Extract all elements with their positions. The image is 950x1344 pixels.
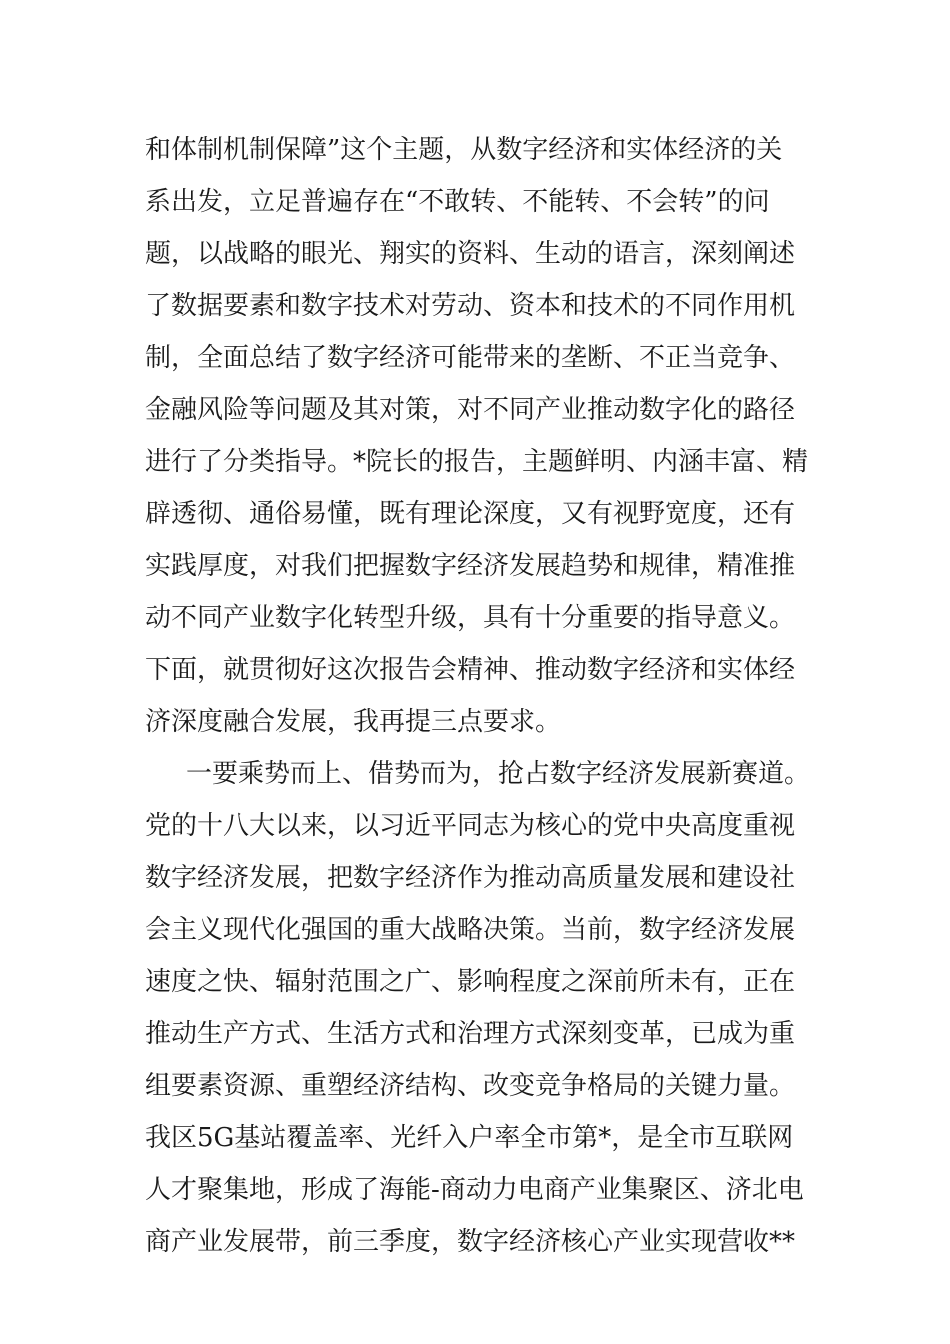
paragraph-1-line-8: 辟透彻、通俗易懂，既有理论深度，又有视野宽度，还有	[145, 499, 796, 529]
paragraph-2-line-5: 速度之快、辐射范围之广、影响程度之深前所未有，正在	[145, 967, 796, 997]
paragraph-2-line-4: 会主义现代化强国的重大战略决策。当前，数字经济发展	[145, 915, 796, 945]
paragraph-1-line-10: 动不同产业数字化转型升级，具有十分重要的指导意义。	[145, 603, 796, 633]
paragraph-1-line-6: 金融风险等问题及其对策，对不同产业推动数字化的路径	[145, 395, 796, 425]
paragraph-2-line-9: 人才聚集地，形成了海能-商动力电商产业集聚区、济北电	[145, 1175, 804, 1205]
paragraph-1-line-12: 济深度融合发展，我再提三点要求。	[145, 707, 562, 737]
paragraph-2-line-2: 党的十八大以来，以习近平同志为核心的党中央高度重视	[145, 811, 796, 841]
paragraph-2-line-1: 一要乘势而上、借势而为，抢占数字经济发展新赛道。	[186, 759, 811, 789]
paragraph-1-line-11: 下面，就贯彻好这次报告会精神、推动数字经济和实体经	[145, 655, 796, 685]
paragraph-2-line-7: 组要素资源、重塑经济结构、改变竞争格局的关键力量。	[145, 1071, 796, 1101]
paragraph-1-line-9: 实践厚度，对我们把握数字经济发展趋势和规律，精准推	[145, 551, 796, 581]
paragraph-2-line-10: 商产业发展带，前三季度，数字经济核心产业实现营收**	[145, 1227, 796, 1257]
paragraph-2-line-3: 数字经济发展，把数字经济作为推动高质量发展和建设社	[145, 863, 796, 893]
paragraph-1-line-7: 进行了分类指导。*院长的报告，主题鲜明、内涵丰富、精	[145, 447, 809, 477]
paragraph-1-line-2: 系出发，立足普遍存在“不敢转、不能转、不会转”的问	[145, 187, 770, 217]
paragraph-1-line-1: 和体制机制保障”这个主题，从数字经济和实体经济的关	[145, 135, 783, 165]
paragraph-1-line-5: 制，全面总结了数字经济可能带来的垄断、不正当竞争、	[145, 343, 796, 373]
paragraph-2-line-8: 我区5G基站覆盖率、光纤入户率全市第*，是全市互联网	[145, 1123, 794, 1153]
paragraph-2-line-6: 推动生产方式、生活方式和治理方式深刻变革，已成为重	[145, 1019, 796, 1049]
paragraph-1-line-3: 题，以战略的眼光、翔实的资料、生动的语言，深刻阐述	[145, 239, 796, 269]
paragraph-1-line-4: 了数据要素和数字技术对劳动、资本和技术的不同作用机	[145, 291, 796, 321]
